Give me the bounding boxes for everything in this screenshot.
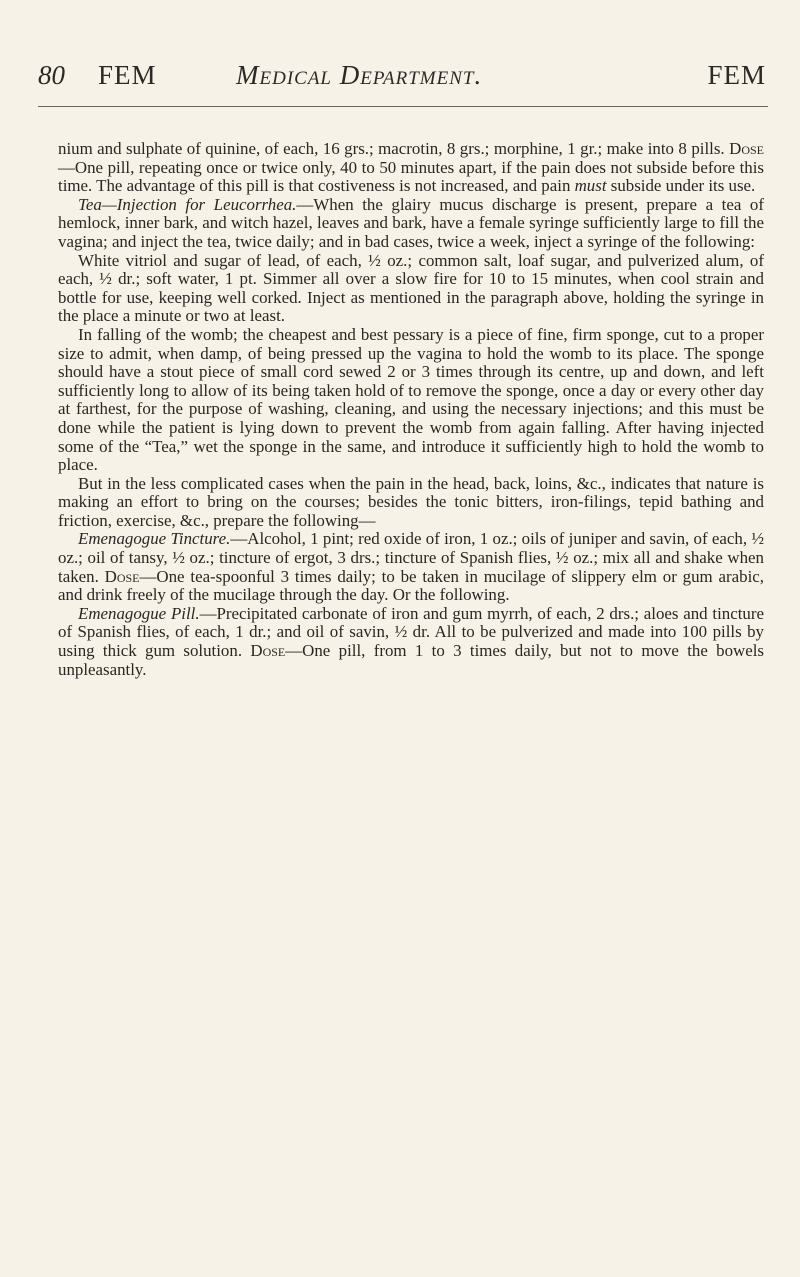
paragraph-emenagogue-pill <box>58 605 764 679</box>
paragraph-injection-recipe <box>58 252 764 326</box>
running-header <box>38 60 766 100</box>
paragraph-less-complicated <box>58 475 764 531</box>
paragraph-text: —One tea-spoonful 3 times daily; to be taken in mucilage of slippery elm or gum arabic, and drink freely of the mucilage through the day. Or the following. <box>58 566 764 605</box>
paragraph-text: White vitriol and sugar of lead, of each, ½ oz.; common salt, loaf sugar, and pulverized alum, of each, ½ dr.; soft water, 1 pt. Simmer all over a slow fire for 10 to 15 minutes, when cool strain and bottle for use, keeping well corked. Inject as mentioned in the paragraph above, holding the syringe in the place a minute or two at least. <box>58 250 764 326</box>
header-left-word: FEM <box>98 60 157 90</box>
paragraph-pill-continued <box>58 140 764 196</box>
paragraph-text: In falling of the womb; the cheapest and best pessary is a piece of fine, firm sponge, cut to a proper size to admit, when damp, of being pressed up the vagina to hold the womb to its place. The sponge should have a stout piece of small cord sewed 2 or 3 times through its centre, up and down, and left sufficiently long to allow of its being taken hold of to remove the sponge, once a day or every other day at farthest, for the purpose of washing, cleaning, and using the necessary injections; and this must be done while the patient is lying down to prevent the womb from again falling. After having injected some of the “Tea,” wet the sponge in the same, and introduce it sufficiently high to hold the womb to place. <box>58 324 764 475</box>
paragraph-text: nium and sulphate of quinine, of each, 16 grs.; macrotin, 8 grs.; morphine, 1 gr.; make into 8 pills. <box>58 139 730 158</box>
page-number: 80 <box>38 60 65 90</box>
paragraph-text: —One pill, repeating once or twice only, 40 to 50 minutes apart, if the pain does not subside before this time. The advantage of this pill is that costiveness is not increased, and pain <box>58 157 764 196</box>
dose-label: Dose <box>729 139 764 158</box>
paragraph-tea-injection <box>58 196 764 252</box>
dose-label: Dose <box>250 641 286 661</box>
header-right-word: FEM <box>707 60 766 90</box>
recipe-heading: Emenagogue Tincture. <box>78 529 231 549</box>
recipe-heading: Emenagogue Pill. <box>78 603 200 623</box>
paragraph-falling-womb <box>58 326 764 475</box>
header-title: Medical Department. <box>236 60 483 90</box>
body-text <box>58 140 764 679</box>
paragraph-text: —When the glairy mucus discharge is present, prepare a tea of hemlock, inner bark, and witch hazel, leaves and bark, have a female syringe sufficiently large to fill the vagina; and inject the tea, twice daily; and in bad cases, twice a week, inject a syringe of the following: <box>58 194 764 251</box>
dose-label: Dose <box>104 566 140 586</box>
recipe-heading: Tea—Injection for Leucorrhea. <box>78 194 297 214</box>
emphasis-text: must <box>574 176 607 196</box>
paragraph-text: —Precipitated carbonate of iron and gum myrrh, of each, 2 drs.; aloes and tincture of Spanish flies, of each, 1 dr.; and oil of savin, ½ dr. All to be pulverized and made into 100 pills by using thick gum solution. <box>58 603 764 661</box>
paragraph-text: —One pill, from 1 to 3 times daily, but not to move the bowels unpleasantly. <box>58 641 765 679</box>
paragraph-text: —Alcohol, 1 pint; red oxide of iron, 1 oz.; oils of juniper and savin, of each, ½ oz.; oil of tansy, ½ oz.; tincture of ergot, 3 drs.; tincture of Spanish flies, ½ oz.; mix all and shake when taken. <box>58 529 764 586</box>
paragraph-emenagogue-tincture <box>58 530 764 604</box>
paragraph-text: But in the less complicated cases when the pain in the head, back, loins, &c., indicates that nature is making an effort to bring on the courses; besides the tonic bitters, iron-filings, tepid bathing and friction, exercise, &c., prepare the following— <box>58 473 764 530</box>
header-rule <box>38 106 768 107</box>
paragraph-text: subside under its use. <box>606 176 756 196</box>
